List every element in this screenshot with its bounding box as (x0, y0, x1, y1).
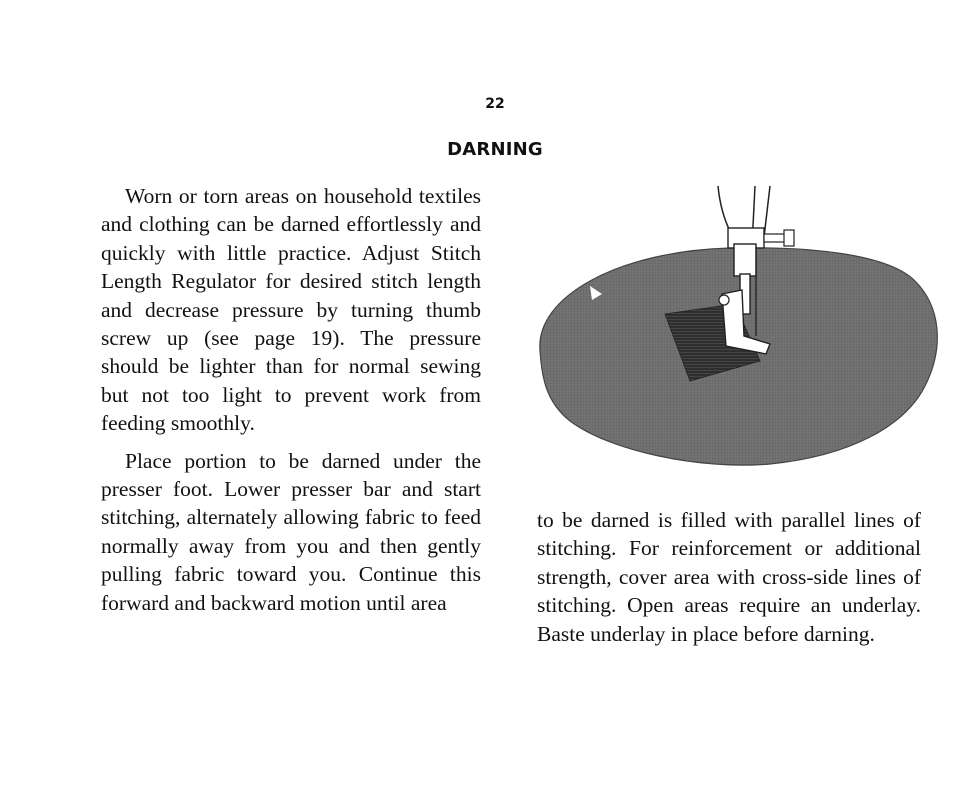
paragraph-intro: Worn or torn areas on household textiles and clothing can be darned effortlessly and quickly with little practice. Adjust Stitch Length Regulator for desired stitch length and decrease pressure by turning thumb screw up (see page 19). The pressure should be lighter than for normal sewing but not too light to prevent work from feeding smoothly. (101, 184, 481, 436)
right-column (537, 506, 921, 648)
darning-illustration (530, 186, 950, 471)
page-heading: DARNING (447, 139, 543, 160)
paragraph-procedure: Place portion to be darned under the presser foot. Lower presser bar and start stitching, alternately allowing fabric to feed normally away from you and then gently pulling fabric toward you. Continue this forward and backward motion until area (101, 448, 481, 615)
sewing-machine-darning-icon (530, 186, 950, 471)
page-number: 22 (485, 96, 505, 112)
left-column (101, 182, 481, 617)
paragraph-continuation: to be darned is filled with parallel lines of stitching. For reinforcement or additional strength, cover area with cross-side lines of stitching. Open areas require an underlay. Baste underlay in place before darning. (537, 508, 921, 646)
